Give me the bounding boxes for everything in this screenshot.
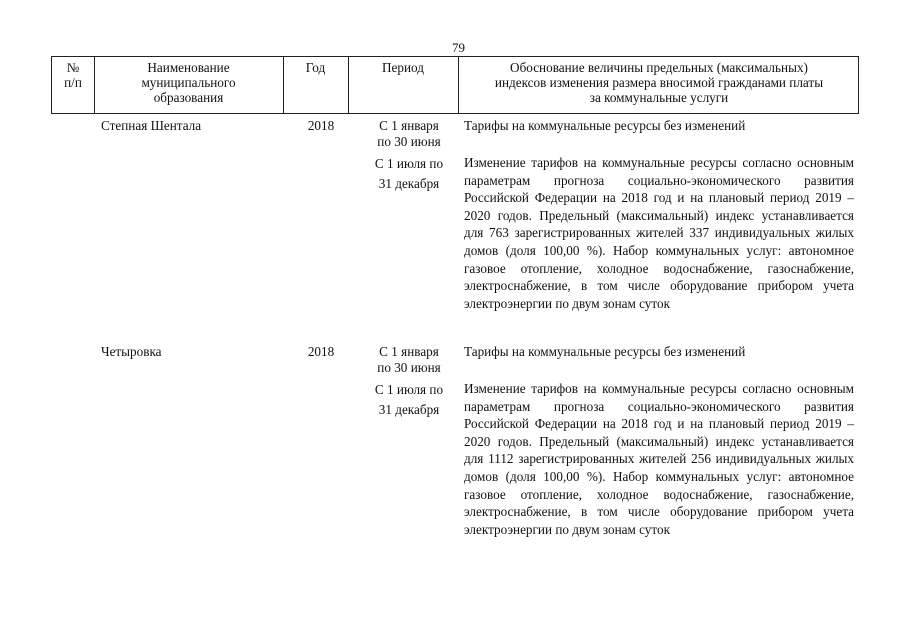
period-first-half: С 1 января по 30 июня (377, 344, 441, 375)
justification-first-half: Тарифы на коммунальные ресурсы без изменений (464, 118, 746, 133)
header-municipality: Наименование муниципального образования (141, 60, 236, 105)
header-justification: Обоснование величины предельных (максимальных) индексов изменения размера вносимой гражданами платы за коммунальные услуги (494, 60, 824, 105)
header-year: Год (305, 60, 326, 75)
justification-second-half: Изменение тарифов на коммунальные ресурсы согласно основным параметрам прогноза социально-экономического развития Российской Федерации на 2018 год и на плановый период 2019 – 2020 годов. Предельный (максимальный) индекс устанавливается для 1112 зарегистрированных жителей 256 индивидуальных жилых домов (доля 100,00 %). Набор коммунальных услуг: автономное газовое отопление, холодное водоснабжение, газоснабжение, электроснабжение, в том числе оборудование прибором учета электроэнергии по двум зонам суток (464, 381, 854, 537)
period-second-half: С 1 июля по 31 декабря (374, 382, 444, 417)
year-cell: 2018 (307, 344, 335, 359)
header-num: № п/п (64, 60, 82, 90)
municipality-name: Четыровка (101, 344, 162, 359)
justification-second-half: Изменение тарифов на коммунальные ресурсы согласно основным параметрам прогноза социально-экономического развития Российской Федерации на 2018 год и на плановый период 2019 – 2020 годов. Предельный (максимальный) индекс устанавливается для 763 зарегистрированных жителей 337 индивидуальных жилых домов (доля 100,00 %). Набор коммунальных услуг: автономное газовое отопление, холодное водоснабжение, газоснабжение, электроснабжение, в том числе оборудование прибором учета электроэнергии по двум зонам суток (464, 155, 854, 311)
municipality-name: Степная Шентала (101, 118, 202, 133)
justification-first-half: Тарифы на коммунальные ресурсы без изменений (464, 344, 746, 359)
year-cell: 2018 (307, 118, 335, 133)
period-first-half: С 1 января по 30 июня (377, 118, 441, 149)
period-second-half: С 1 июля по 31 декабря (374, 156, 444, 191)
page-number: 79 (452, 40, 465, 55)
header-period: Период (382, 60, 424, 75)
table-header (51, 56, 859, 114)
